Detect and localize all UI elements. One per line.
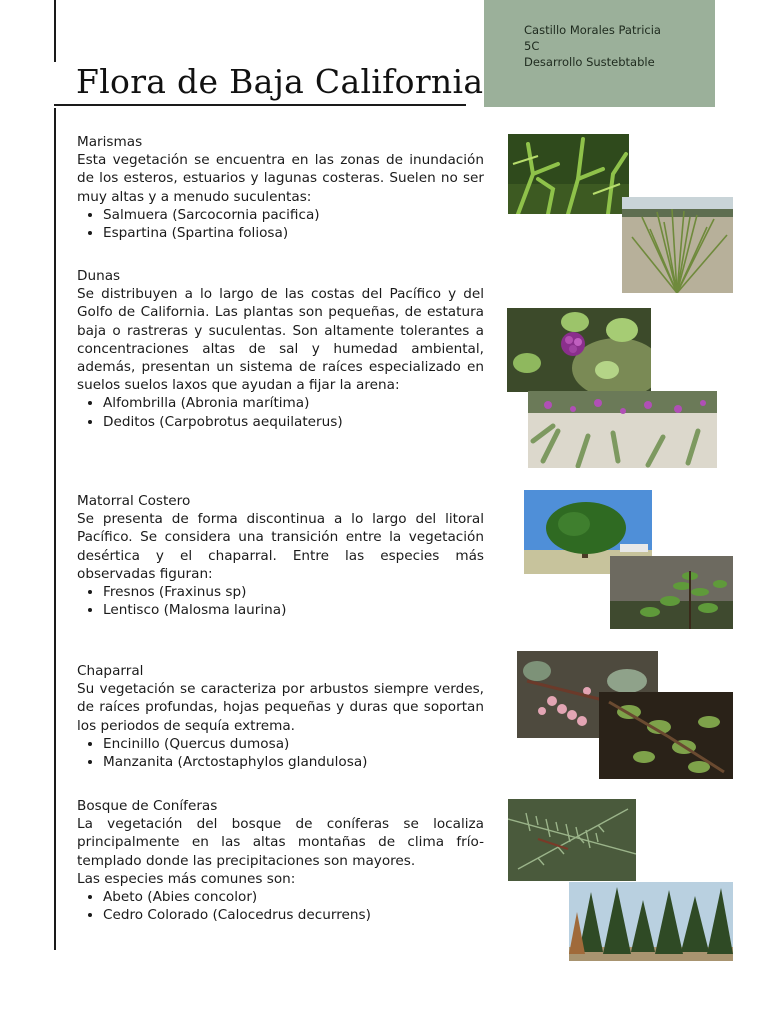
- author-info-box: [484, 0, 715, 107]
- species-list: [77, 735, 484, 771]
- section-matorral-costero: [77, 492, 484, 619]
- list-item: • Fresnos (Fraxinus sp): [103, 583, 484, 601]
- photo-manzanita: [599, 692, 733, 779]
- title-underline-rule: [54, 104, 466, 106]
- photo-lentisco: [610, 556, 733, 629]
- section-paragraph: Las especies más comunes son:: [77, 870, 296, 887]
- page-title: Flora de Baja California: [76, 62, 484, 101]
- section-chaparral: [77, 662, 484, 771]
- list-item: • Abeto (Abies concolor): [103, 888, 484, 906]
- author-name: Castillo Morales Patricia: [524, 23, 661, 37]
- list-item: • Cedro Colorado (Calocedrus decurrens): [103, 906, 484, 924]
- list-item: • Manzanita (Arctostaphylos glandulosa): [103, 753, 484, 771]
- list-item: • Espartina (Spartina foliosa): [103, 224, 484, 242]
- list-item: • Alfombrilla (Abronia marítima): [103, 394, 484, 412]
- species-list: [77, 583, 484, 619]
- section-paragraph: Su vegetación se caracteriza por arbustos siempre verdes, de raíces profundas, hojas pequeñas y duras que soportan los periodos de sequía extrema.: [77, 681, 484, 734]
- photo-abeto: [508, 799, 636, 881]
- list-item: • Deditos (Carpobrotus aequilaterus): [103, 413, 484, 431]
- section-paragraph: Esta vegetación se encuentra en las zonas de inundación de los esteros, estuarios y lagunas costeras. Suelen no ser muy altas y a menudo suculentas:: [77, 152, 484, 205]
- section-bosque-coniferas: [77, 797, 484, 924]
- section-marismas: [77, 133, 484, 242]
- species-list: [77, 206, 484, 242]
- list-item: • Encinillo (Quercus dumosa): [103, 735, 484, 753]
- section-heading: Marismas: [77, 134, 143, 150]
- list-item: • Lentisco (Malosma laurina): [103, 601, 484, 619]
- section-dunas: [77, 267, 484, 431]
- photo-cedro-colorado: [569, 882, 733, 961]
- section-paragraph: La vegetación del bosque de coníferas se localiza principalmente en las altas montañas de clima frío-templado donde las precipitaciones son mayores.: [77, 816, 484, 869]
- author-course: Desarrollo Sustebtable: [524, 55, 655, 69]
- section-heading: Dunas: [77, 268, 121, 284]
- species-list: [77, 394, 484, 430]
- left-vertical-rule: [54, 108, 56, 950]
- left-vertical-rule-top: [54, 0, 56, 62]
- author-group: 5C: [524, 39, 540, 53]
- photo-salmuera: [508, 134, 629, 214]
- species-list: [77, 888, 484, 924]
- photo-alfombrilla: [507, 308, 651, 392]
- section-paragraph: Se distribuyen a lo largo de las costas del Pacífico y del Golfo de California. Las plantas son pequeñas, de estatura baja o rastreras y suculentas. Son altamente tolerantes a concentraciones altas de sal y humedad ambiental, además, presentan un sistema de raíces especializado en suelos suelos laxos que ayudan a fijar la arena:: [77, 286, 484, 394]
- section-heading: Matorral Costero: [77, 493, 191, 509]
- list-item: • Salmuera (Sarcocornia pacifica): [103, 206, 484, 224]
- section-heading: Chaparral: [77, 663, 144, 679]
- section-paragraph: Se presenta de forma discontinua a lo largo del litoral Pacífico. Se considera una transición entre la vegetación desértica y el chaparral. Entre las especies más observadas figuran:: [77, 511, 484, 582]
- photo-deditos: [528, 391, 717, 468]
- section-heading: Bosque de Coníferas: [77, 798, 218, 814]
- photo-espartina: [622, 197, 733, 293]
